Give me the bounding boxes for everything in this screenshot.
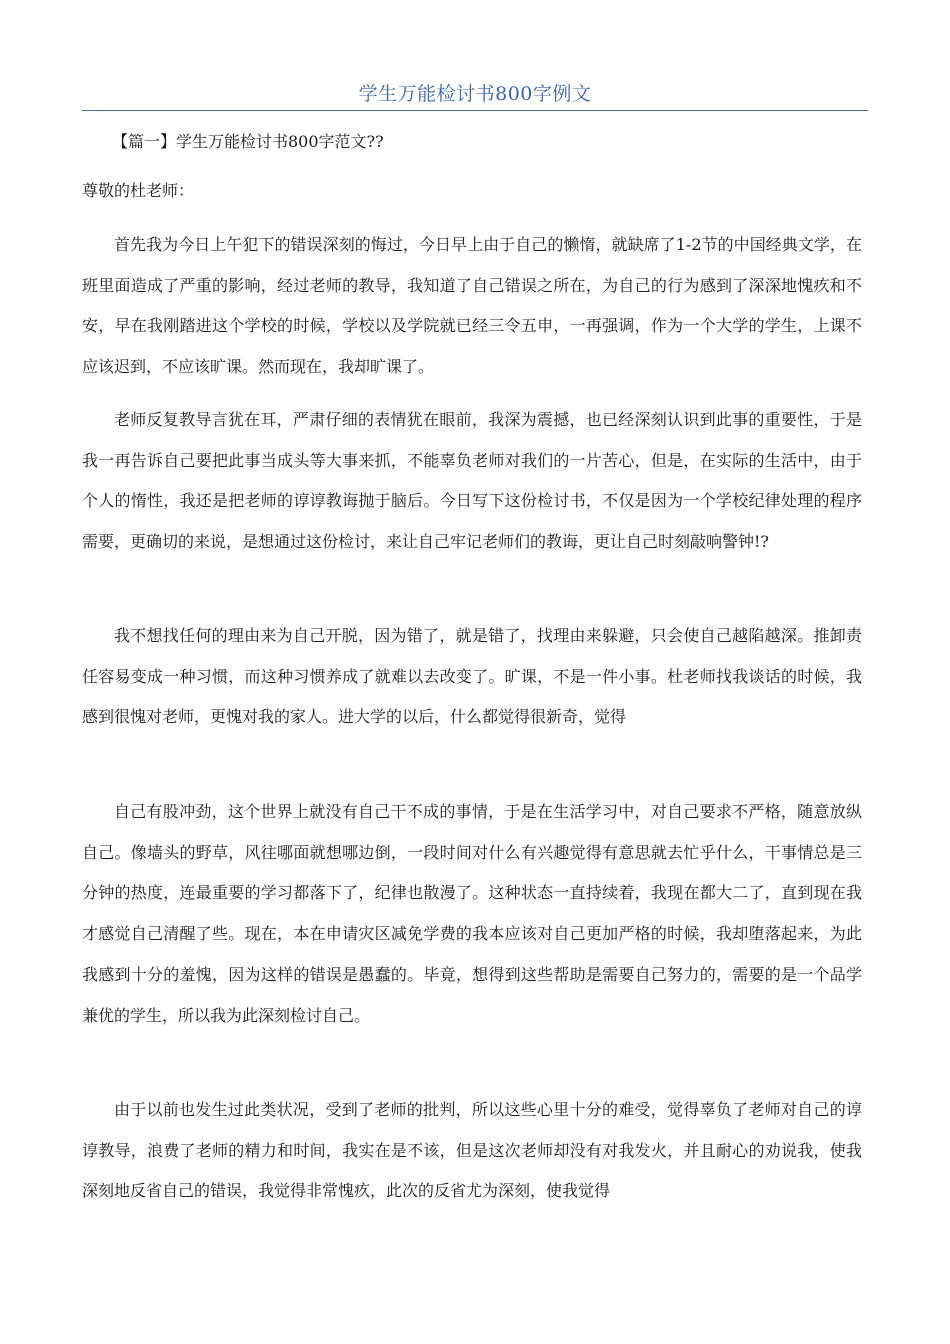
- body-paragraph: 自己有股冲劲，这个世界上就没有自己干不成的事情，于是在生活学习中，对自己要求不严格，随意放纵自己。像墙头的野草，风往哪面就想哪边倒，一段时间对什么有兴趣觉得有意思就去忙乎什么，干事情总是三分钟的热度，连最重要的学习都落下了，纪律也散漫了。这种状态一直持续着，我现在都大二了，直到现在我才感觉自己清醒了些。现在，本在申请灾区减免学费的我本应该对自己更加严格的时候，我却堕落起来，为此我感到十分的羞愧，因为这样的错误是愚蠢的。毕竟，想得到这些帮助是需要自己努力的，需要的是一个品学兼优的学生，所以我为此深刻检讨自己。: [82, 802, 862, 1025]
- body-paragraph: 首先我为今日上午犯下的错误深刻的悔过，今日早上由于自己的懒惰，就缺席了1-2节的中国经典文学，在班里面造成了严重的影响，经过老师的教导，我知道了自己错误之所在，为自己的行为感到了深深地愧疚和不安，早在我刚踏进这个学校的时候，学校以及学院就已经三令五申，一再强调，作为一个大学的学生，上课不应该迟到，不应该旷课。然而现在，我却旷课了。: [82, 235, 862, 377]
- body-paragraph: 由于以前也发生过此类状况，受到了老师的批判，所以这些心里十分的难受，觉得辜负了老师对自己的谆谆教导，浪费了老师的精力和时间，我实在是不该，但是这次老师却没有对我发火，并且耐心的劝说我，使我深刻地反省自己的错误，我觉得非常愧疚，此次的反省尤为深刻，使我觉得: [82, 1100, 862, 1201]
- body-paragraph: 我不想找任何的理由来为自己开脱，因为错了，就是错了，找理由来躲避，只会使自己越陷越深。推卸责任容易变成一种习惯，而这种习惯养成了就难以去改变了。旷课，不是一件小事。杜老师找我谈话的时候，我感到很愧对老师，更愧对我的家人。进大学的以后，什么都觉得很新奇，觉得: [82, 626, 862, 727]
- body-paragraph: 老师反复教导言犹在耳，严肃仔细的表情犹在眼前，我深为震撼，也已经深刻认识到此事的重要性，于是我一再告诉自己要把此事当成头等大事来抓，不能辜负老师对我们的一片苦心，但是，在实际的生活中，由于个人的惰性，我还是把老师的谆谆教诲抛于脑后。今日写下这份检讨书，不仅是因为一个学校纪律处理的程序需要，更确切的来说，是想通过这份检讨，来让自己牢记老师们的教诲，更让自己时刻敲响警钟!?: [82, 410, 862, 552]
- page-title: 学生万能检讨书800字例文: [358, 83, 592, 105]
- salutation: 尊敬的杜老师：: [82, 181, 195, 200]
- section-heading: 【篇一】学生万能检讨书800字范文??: [112, 132, 384, 151]
- page-header: [82, 78, 868, 111]
